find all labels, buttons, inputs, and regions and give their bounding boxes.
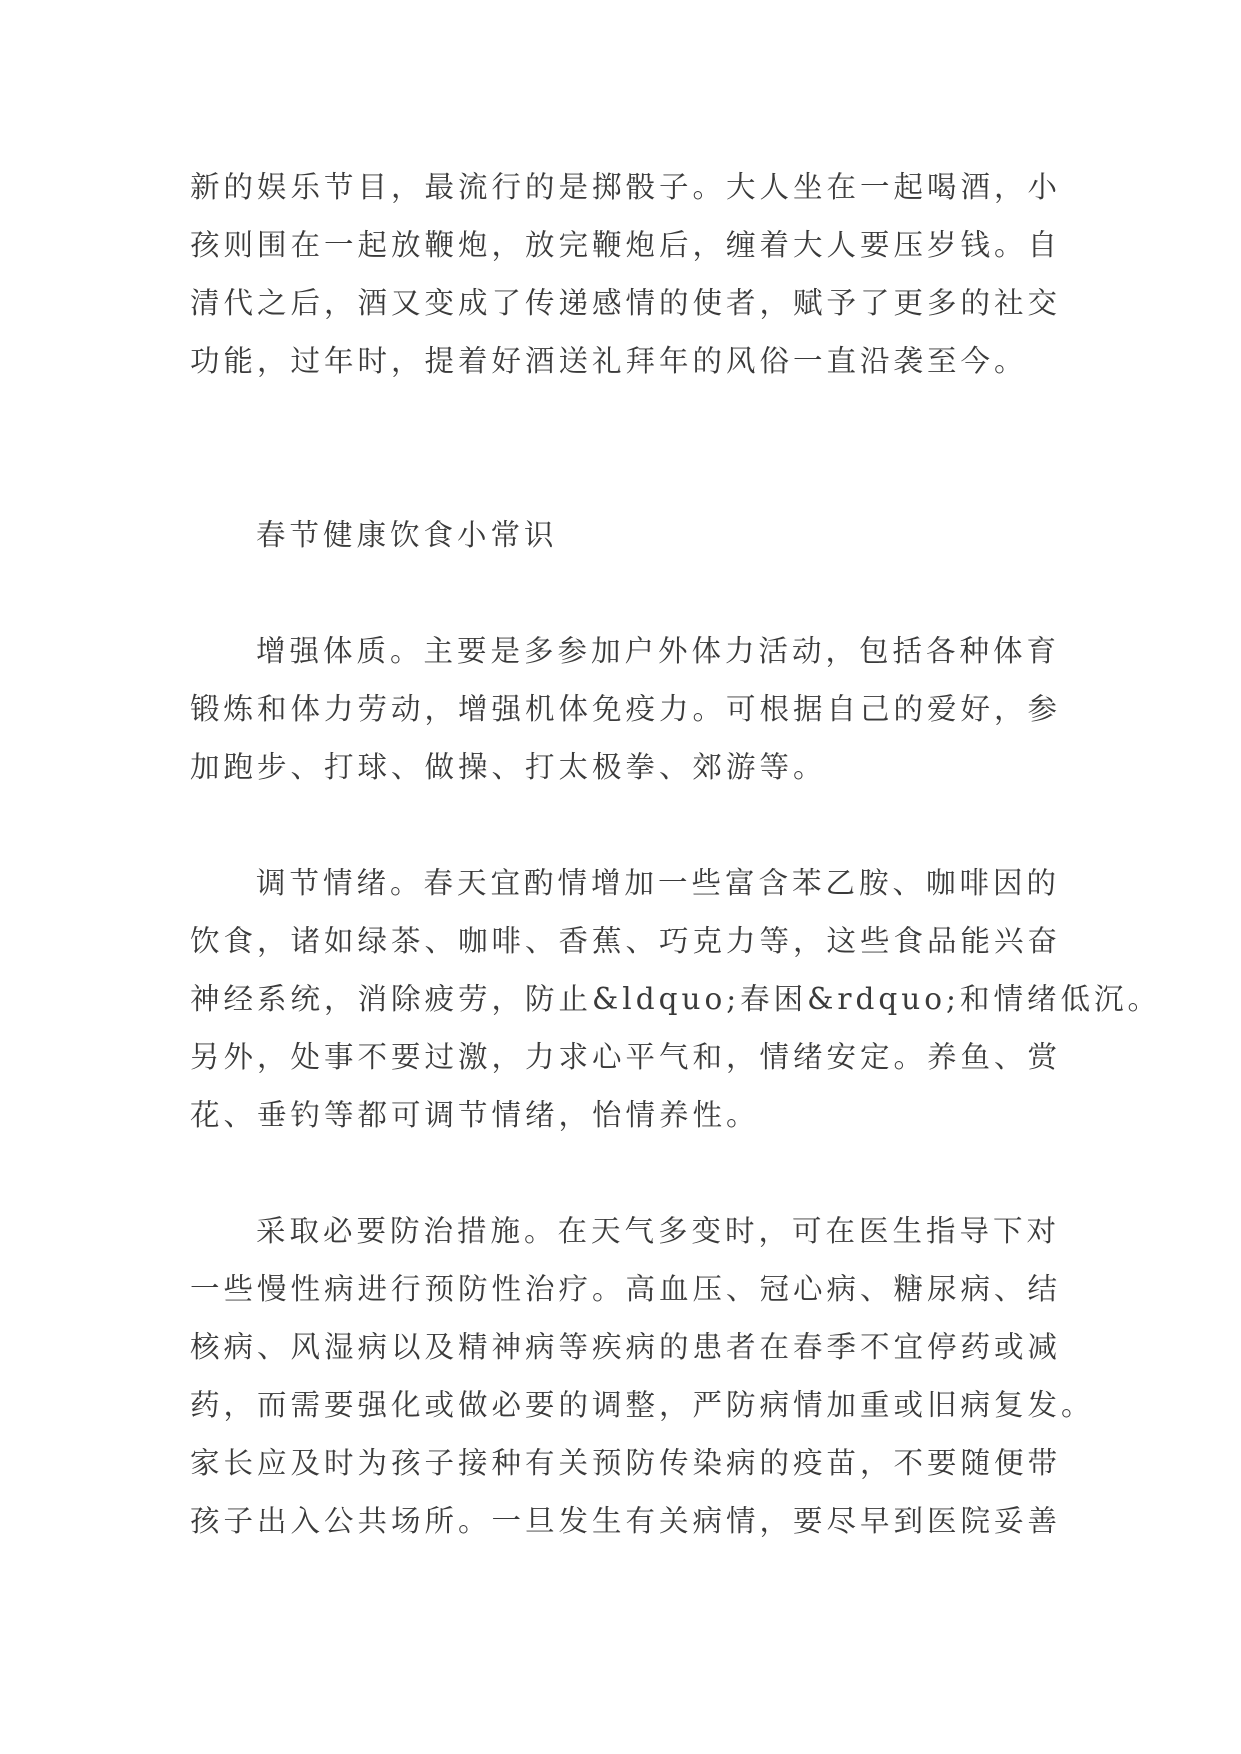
- text-line: 加跑步、打球、做操、打太极拳、郊游等。: [190, 750, 827, 784]
- text-line: 一些慢性病进行预防性治疗。高血压、冠心病、糖尿病、结: [190, 1272, 1062, 1306]
- text-line: 功能，过年时，提着好酒送礼拜年的风俗一直沿袭至今。: [190, 344, 1028, 378]
- text-line: 增强体质。主要是多参加户外体力活动，包括各种体育: [256, 634, 1061, 668]
- text-line: 采取必要防治措施。在天气多变时，可在医生指导下对: [256, 1214, 1061, 1248]
- text-line: 孩则围在一起放鞭炮，放完鞭炮后，缠着大人要压岁钱。自: [190, 228, 1062, 262]
- paragraph-wine-custom: [190, 158, 1062, 390]
- text-line: 饮食，诸如绿茶、咖啡、香蕉、巧克力等，这些食品能兴奋: [190, 924, 1062, 958]
- text-line: 神经系统，消除疲劳，防止&ldquo;春困&rdquo;和情绪低沉。: [190, 982, 1161, 1016]
- text-line: 另外，处事不要过激，力求心平气和，情绪安定。养鱼、赏: [190, 1040, 1062, 1074]
- paragraph-prevention-measures: [190, 1202, 1095, 1550]
- text-line: 花、垂钓等都可调节情绪，怡情养性。: [190, 1098, 760, 1132]
- text-line: 新的娱乐节目，最流行的是掷骰子。大人坐在一起喝酒，小: [190, 170, 1062, 204]
- paragraph-regulate-mood: [190, 854, 1161, 1144]
- text-line: 孩子出入公共场所。一旦发生有关病情，要尽早到医院妥善: [190, 1504, 1062, 1538]
- section-heading: [190, 506, 1055, 564]
- text-line: 清代之后，酒又变成了传递感情的使者，赋予了更多的社交: [190, 286, 1062, 320]
- text-line: 锻炼和体力劳动，增强机体免疫力。可根据自己的爱好，参: [190, 692, 1062, 726]
- text-line: 调节情绪。春天宜酌情增加一些富含苯乙胺、咖啡因的: [256, 866, 1061, 900]
- text-line: 核病、风湿病以及精神病等疾病的患者在春季不宜停药或减: [190, 1330, 1062, 1364]
- text-line: 药，而需要强化或做必要的调整，严防病情加重或旧病复发。: [190, 1388, 1095, 1422]
- section-title: 春节健康饮食小常识: [256, 518, 558, 552]
- paragraph-strengthen-body: [190, 622, 1062, 796]
- text-line: 家长应及时为孩子接种有关预防传染病的疫苗，不要随便带: [190, 1446, 1062, 1480]
- document-page: [190, 158, 1161, 1550]
